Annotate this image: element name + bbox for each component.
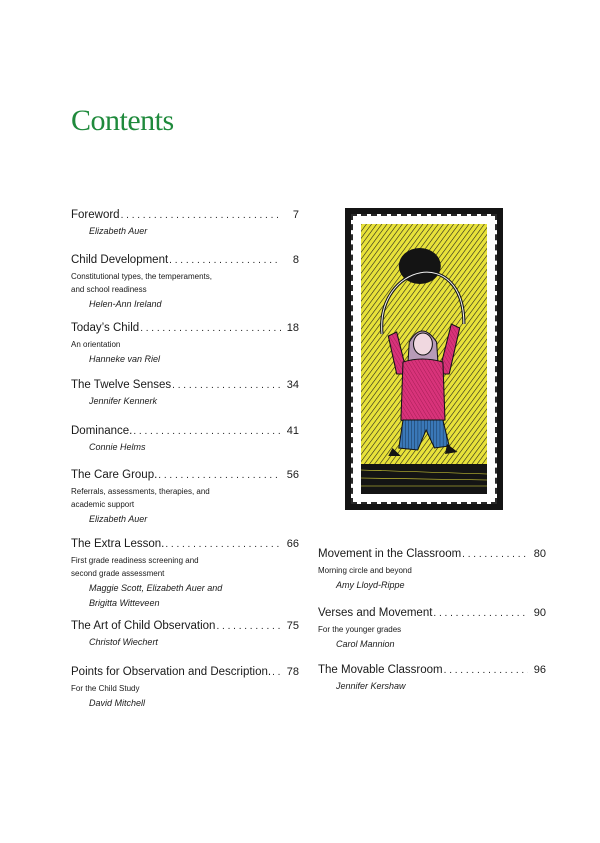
entry-author: Helen-Ann Ireland xyxy=(89,299,162,309)
entry-title: The Art of Child Observation xyxy=(71,620,216,632)
toc-entry-foreword[interactable] xyxy=(71,208,299,239)
entry-page: 66 xyxy=(286,538,299,550)
entry-subtitle: For the Child Study xyxy=(71,684,140,693)
toc-entry-care-group[interactable] xyxy=(71,468,299,527)
entry-title: The Twelve Senses xyxy=(71,379,172,391)
entry-title: Verses and Movement xyxy=(318,607,433,619)
toc-entry-child-development[interactable] xyxy=(71,253,299,312)
page-title: Contents xyxy=(71,104,174,137)
entry-title: Points for Observation and Description. xyxy=(71,666,272,678)
entry-author: David Mitchell xyxy=(89,698,146,708)
entry-page: 75 xyxy=(286,620,299,632)
entry-author: Elizabeth Auer xyxy=(89,514,148,524)
entry-subtitle: For the younger grades xyxy=(318,625,402,634)
entry-subtitle: Referrals, assessments, therapies, and academic support xyxy=(71,487,210,509)
entry-title: Movement in the Classroom xyxy=(318,548,462,560)
entry-author: Connie Helms xyxy=(89,442,146,452)
entry-author: Jennifer Kennerk xyxy=(89,396,158,406)
toc-entry-movement-in-classroom[interactable] xyxy=(318,547,546,593)
entry-author: Elizabeth Auer xyxy=(89,226,148,236)
entry-page: 80 xyxy=(533,548,546,560)
entry-title: Foreword xyxy=(71,209,120,221)
entry-title: Dominance. xyxy=(71,425,133,437)
entry-page: 8 xyxy=(292,254,299,266)
toc-entry-extra-lesson[interactable] xyxy=(71,537,299,611)
entry-author: Carol Mannion xyxy=(336,639,395,649)
entry-page: 56 xyxy=(286,469,299,481)
entry-page: 34 xyxy=(286,379,299,391)
girl-jumping-rope-image xyxy=(361,224,487,494)
entry-page: 90 xyxy=(533,607,546,619)
toc-entry-twelve-senses[interactable] xyxy=(71,378,299,409)
entry-page: 96 xyxy=(533,664,546,676)
entry-title: Child Development xyxy=(71,254,169,266)
toc-entry-points-for-observation[interactable] xyxy=(71,665,299,711)
entry-page: 41 xyxy=(286,425,299,437)
entry-author: Hanneke van Riel xyxy=(89,354,161,364)
entry-title: The Extra Lesson. xyxy=(71,538,165,550)
entry-author: Amy Lloyd-Rippe xyxy=(336,580,405,590)
toc-entry-dominance[interactable] xyxy=(71,424,299,455)
stamp-frame xyxy=(351,214,497,504)
entry-title: The Care Group. xyxy=(71,469,158,481)
entry-page: 7 xyxy=(292,209,299,221)
entry-title: The Movable Classroom xyxy=(318,664,443,676)
entry-author: Jennifer Kershaw xyxy=(336,681,406,691)
toc-entry-movable-classroom[interactable] xyxy=(318,663,546,694)
entry-author: Christof Wiechert xyxy=(89,637,158,647)
entry-page: 18 xyxy=(286,322,299,334)
entry-title: Today’s Child xyxy=(71,322,140,334)
woodcut-illustration xyxy=(345,208,503,510)
entry-subtitle: Constitutional types, the temperaments, and school readiness xyxy=(71,272,212,294)
entry-subtitle: Morning circle and beyond xyxy=(318,566,412,575)
entry-subtitle: An orientation xyxy=(71,340,121,349)
toc-entry-art-of-child-observation[interactable] xyxy=(71,619,299,650)
toc-entry-todays-child[interactable] xyxy=(71,321,299,367)
entry-page: 78 xyxy=(286,666,299,678)
entry-subtitle: First grade readiness screening and second grade assessment xyxy=(71,556,199,578)
toc-entry-verses-and-movement[interactable] xyxy=(318,606,546,652)
entry-author: Maggie Scott, Elizabeth Auer and Brigitta Witteveen xyxy=(89,583,223,608)
